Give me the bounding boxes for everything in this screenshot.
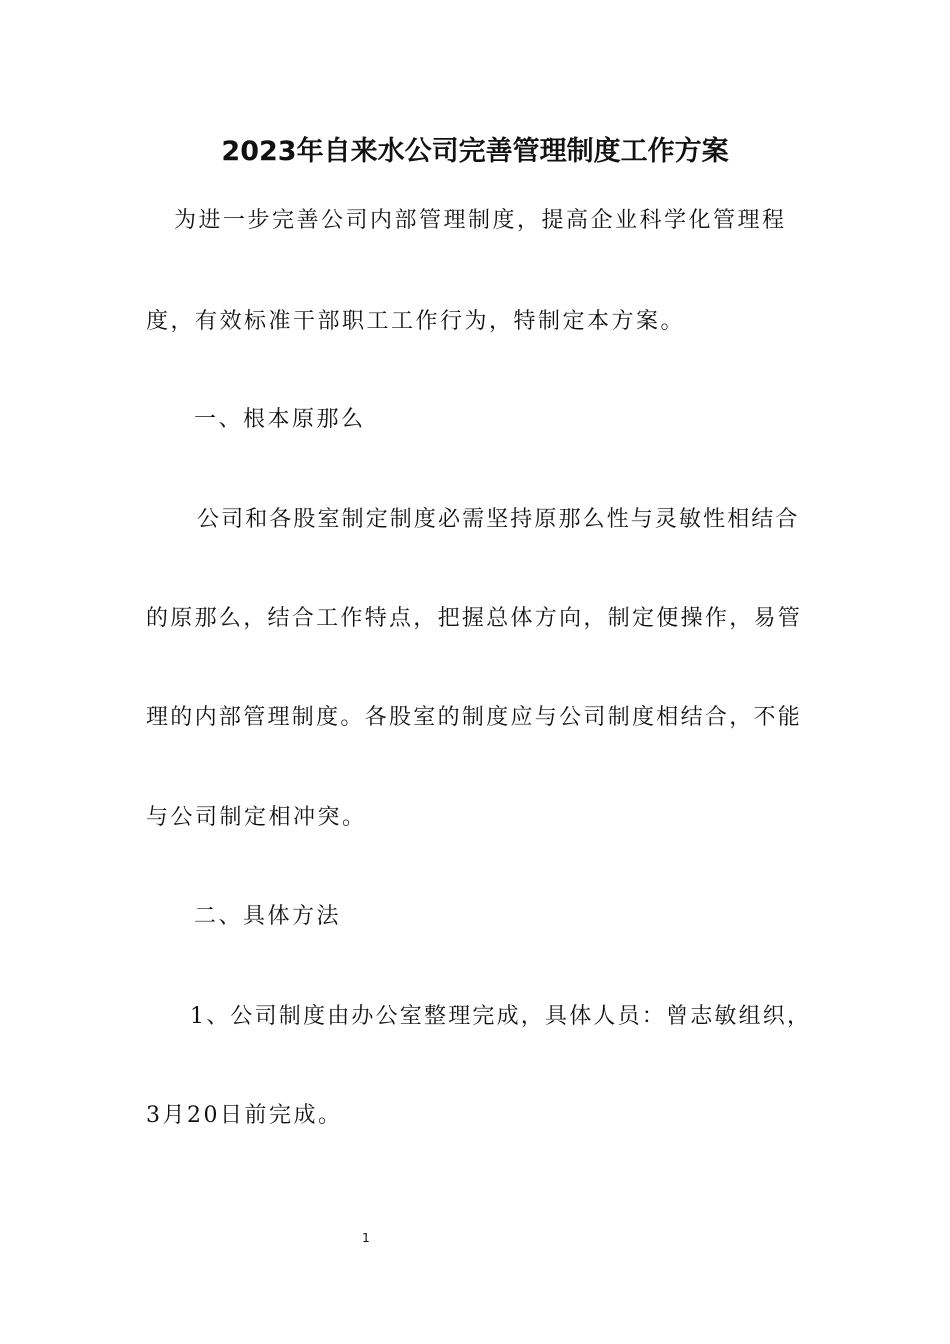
paragraph-intro-line-2: 度，有效标准干部职工工作行为，特制定本方案。	[146, 309, 686, 334]
paragraph-principles-line-2: 的原那么，结合工作特点，把握总体方向，制定便操作，易管	[146, 606, 803, 631]
section-heading-basic-principles: 一、根本原那么	[194, 407, 366, 432]
paragraph-principles-line-3: 理的内部管理制度。各股室的制度应与公司制度相结合，不能	[146, 705, 803, 730]
paragraph-principles-line-1: 公司和各股室制定制度必需坚持原那么性与灵敏性相结合	[197, 507, 800, 532]
page-number: 1	[362, 1231, 370, 1245]
paragraph-principles-line-4: 与公司制定相冲突。	[146, 805, 367, 830]
section-heading-specific-methods: 二、具体方法	[194, 904, 342, 929]
document-title: 2023年自来水公司完善管理制度工作方案	[221, 136, 729, 167]
paragraph-intro-line-1: 为进一步完善公司内部管理制度，提高企业科学化管理程	[174, 208, 787, 233]
paragraph-method-1-line-1: 1、公司制度由办公室整理完成，具体人员：曾志敏组织，	[190, 1004, 812, 1029]
paragraph-method-1-line-2: 3月20日前完成。	[146, 1103, 343, 1128]
